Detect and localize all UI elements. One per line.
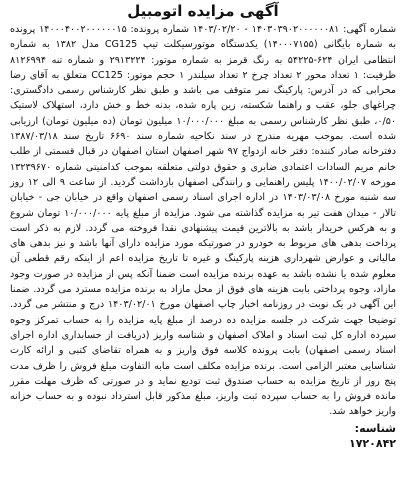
- notice-title: آگهی مزایده اتومبیل: [127, 2, 279, 20]
- notice-id-label: شناسه:: [354, 421, 396, 435]
- notice-body: شماره آگهی: ۱۴۰۳۰۳۹۰۲۰۰۰۰۰۰۸۱ - ۱۴۰۳/۰۲/۲۰ شماره پرونده: ۱۴۰۰۰۴۰۰۲۰۰۰۰۰۰۱۵ پرونده به شماره بایگانی (۱۴۰۰۰۷۱۵۵) یکدستگاه موتورسیکلت تیپ CG125 مدل ۱۳۸۲ به شماره انتظامی ایران ۶۲۴-۵۴۲۲۵ به رنگ قرمز به شماره موتور: ۲۹۱۳۲۲۴ و شماره تنه ۸۱۲۶۹۹۴ ظرفیت: ۱ تعداد محور ۲ تعداد چرخ ۲ تعداد سیلندر ۱ حجم موتور: CC125 متعلق به آقای رضا محرابی که در آدرس: پارکینگ نمر متوقف می باشد و طبق نظر کارشناس رسمی دادگستری: چراغهای جلو، عقب و راهنما شکسته، زین پاره شده، بدنه خط و خش دارد، استهلاک لاستیک ۰/۵۰، طبق نظر کارشناس رسمی به مبلغ ۱۰/۰۰۰/۰۰۰ میلیون تومان (ده میلیون تومان) ارزیابی شده است. بموجب مهریه مندرج در سند نکاحیه شماره سند ۶۶۹۰ تاریخ سند ۱۳۸۷/۰۳/۱۸ دفترخانه صادر کننده: دفتر خانه ازدواج ۹۷ شهر اصفهان استان اصفهان در قبال قسمتی از طلب خانم مریم السادات اعتمادی ضابری و حقوق دولتی متعلقه بموجب کدامنیتی شماره ۱۳۲۳۹۶۷۰ مورخه ۱۴۰۰/۰۲/۰۷ پلیس راهنمایی و رانندگی اصفهان بازداشت گردید. از ساعت ۹ الی ۱۲ روز سه شنبه مورخ ۱۴۰۳/۰۳/۰۸ در اداره اجرای اسناد رسمی اصفهان واقع در خیابان جی - خیابان تالار - میدان هفت تیر به مزایده گذاشته می شود. مزایده از مبلغ پایه ۱۰/۰۰۰/۰۰۰ تومان شروع و به هرکس خریدار باشد به بالاترین قیمت پیشنهادی نقدا فروخته می گردد. لازم به ذکر است پرداخت بدهی های مربوط به خودرو در صورتیکه مورد مزایده دارای آنها باشد و نیز بدهی های مالیاتی و عوارض شهرداری هزینه پارکینگ و غیره تا تاریخ مزایده اعم از اینکه رقم قطعی آن معلوم شده یا نشده باشد به عهده برنده مزایده است ضمنا آنکه پس از مزایده در صورت وجود مازاد، وجوه پرداختی بابت هزینه های فوق از محل مازاد به برنده مزایده مسترد می گردد. ضمنا این آگهی در یک نوبت در روزنامه اخبار چاپ اصفهان مورخ ۱۴۰۳/۰۲/۰۱ درج و منتشر می گردد. توضیحا جهت شرکت در جلسه مزایده ده درصد از مبلغ پایه مزایده را به حساب تمرکز وجوه سپرده اداره کل ثبت اسناد و املاک اصفهان و شناسه واریز (دریافت از حسابداری اداره اجرای اسناد رسمی اصفهان) بابت پرونده کلاسه فوق واریز و به همراه تقاضای کتبی و ارائه کارت شناسایی معتبر الزامی است. برنده مزایده مکلف است مابه التفاوت مبلغ فروش را ظرف مدت پنج روز از تاریخ مزایده به حساب صندوق ثبت تودیع نماید و در صورتی که ظرف مهلت مقرر مانده فروش را به حساب سپرده ثبت واریز، مبلغ مذکور قابل استرداد نبوده و به حساب خزانه واریز خواهد شد.: [10, 24, 397, 418]
- notice-id: [10, 421, 396, 451]
- notice-id-value: ۱۷۲۰۸۴۲: [349, 436, 396, 450]
